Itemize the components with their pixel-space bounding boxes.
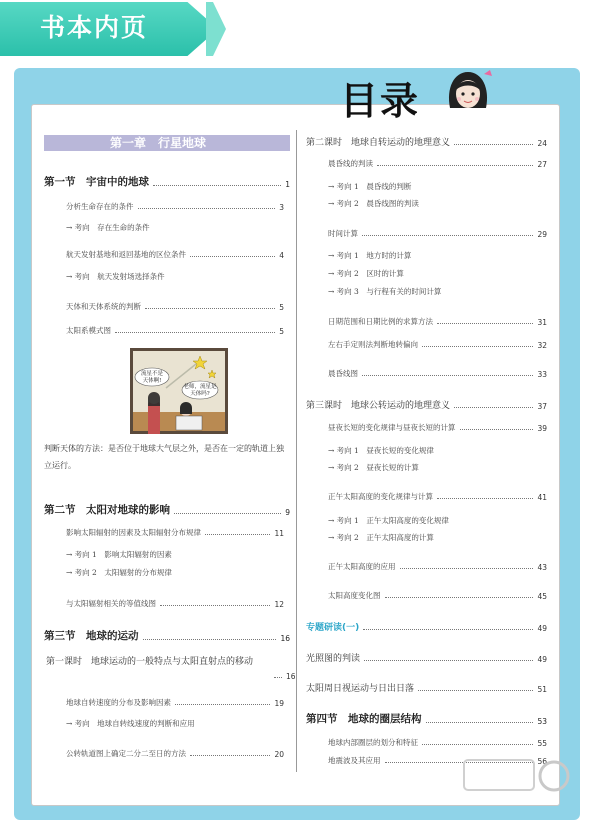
toc-page-number: 41 [537, 493, 547, 502]
dot-leader [153, 185, 281, 186]
toc-subentry[interactable] [66, 249, 284, 260]
toc-exam-point: → 考向 2 区时的计算 [328, 269, 404, 278]
toc-entry-title: 太阳高度变化图 [328, 591, 381, 600]
toc-subentry[interactable] [328, 368, 547, 379]
toc-entry-title: 第四节 地球的圈层结构 [306, 713, 422, 725]
toc-subentry[interactable] [328, 228, 547, 239]
top-banner [0, 0, 593, 58]
toc-special-entry[interactable] [306, 620, 547, 633]
bubble-left-line2: 天体啊! [142, 378, 162, 384]
toc-exam-point: → 考向 1 地方时的计算 [328, 251, 412, 260]
toc-page-number: 16 [286, 672, 296, 681]
column-divider [296, 130, 297, 772]
dot-leader [426, 722, 534, 723]
toc-entry-title: 晨昏线的判读 [328, 159, 373, 168]
dot-leader [454, 407, 533, 408]
toc-entry-title: 第三节 地球的运动 [44, 630, 139, 642]
toc-exam-point: → 考向 2 正午太阳高度的计算 [328, 533, 434, 542]
toc-section-entry[interactable] [44, 502, 290, 517]
toc-entry-title: 第一课时 地球运动的一般特点与太阳直射点的移动 [46, 657, 254, 667]
toc-page-number: 55 [537, 739, 547, 748]
toc-subentry[interactable] [66, 697, 284, 708]
toc-entry-title: 天体和天体系统的判断 [66, 302, 141, 311]
dot-leader [364, 660, 533, 661]
chapter-title: 第一章 行星地球 [110, 136, 207, 150]
toc-lesson-entry[interactable] [306, 398, 547, 411]
toc-exam-point: → 考向 2 太阳辐射的分布规律 [66, 568, 172, 577]
dot-leader [437, 323, 533, 324]
dot-leader [454, 144, 533, 145]
toc-exam-point: → 考向 2 晨昏线图的判读 [328, 199, 419, 208]
toc-entry-title: 左右手定则法判断地转偏向 [328, 340, 418, 349]
toc-exam-point: → 考向 1 正午太阳高度的变化规律 [328, 516, 449, 525]
toc-subentry[interactable] [328, 316, 547, 327]
page-title: 目录 [340, 79, 421, 123]
bubble-right-line2: 天体吗? [190, 391, 210, 397]
toc-page-number: 49 [537, 655, 547, 664]
toc-subentry[interactable] [66, 527, 284, 538]
toc-page-number: 56 [537, 757, 547, 766]
dot-leader [422, 346, 533, 347]
toc-entry-title: 专题研读(一) [306, 623, 360, 633]
toc-section-entry[interactable] [44, 174, 290, 189]
toc-subentry[interactable] [328, 422, 547, 433]
toc-entry-title: 航天发射基地和返回基地的区位条件 [66, 250, 186, 259]
toc-exam-point: → 考向 3 与行程有关的时间计算 [328, 287, 442, 296]
toc-lesson-entry[interactable] [306, 135, 547, 148]
toc-exam-point: → 考向 存在生命的条件 [66, 223, 150, 232]
banner-title: 书本内页 [40, 13, 149, 42]
dot-leader [418, 690, 533, 691]
toc-subentry[interactable] [328, 491, 547, 502]
toc-page-number: 49 [537, 624, 547, 633]
toc-lesson-entry[interactable] [306, 651, 547, 664]
toc-page-number: 11 [274, 529, 284, 538]
dot-leader [145, 308, 275, 309]
dot-leader [363, 629, 533, 630]
toc-subentry[interactable] [66, 748, 284, 759]
toc-exam-point: → 考向 2 昼夜长短的计算 [328, 463, 419, 472]
dot-leader [160, 605, 270, 606]
toc-section-entry[interactable] [44, 628, 290, 643]
toc-page-number: 51 [537, 685, 547, 694]
dot-leader [422, 744, 533, 745]
toc-lesson-entry[interactable] [46, 654, 290, 667]
toc-entry-continued[interactable] [270, 672, 296, 681]
toc-page-number: 43 [537, 563, 547, 572]
toc-entry-title: 光照图的判读 [306, 654, 361, 664]
toc-entry-title: 正午太阳高度的应用 [328, 562, 396, 571]
toc-lesson-entry[interactable] [306, 681, 547, 694]
toc-subentry[interactable] [66, 201, 284, 212]
chapter-header [44, 135, 290, 151]
toc-page-number: 45 [537, 592, 547, 601]
toc-entry-title: 晨昏线图 [328, 369, 358, 378]
toc-page-number: 27 [537, 160, 547, 169]
dot-leader [400, 568, 534, 569]
toc-subentry[interactable] [328, 158, 547, 169]
dot-leader [274, 677, 282, 678]
toc-page-number: 37 [537, 402, 547, 411]
dot-leader [385, 597, 534, 598]
dot-leader [115, 332, 275, 333]
dot-leader [205, 534, 270, 535]
toc-entry-title: 第二节 太阳对地球的影响 [44, 504, 170, 516]
toc-page-number: 12 [274, 600, 284, 609]
toc-page-number: 29 [537, 230, 547, 239]
toc-subentry[interactable] [328, 737, 547, 748]
toc-page-number: 24 [537, 139, 547, 148]
toc-exam-point: → 考向 1 晨昏线的判断 [328, 182, 412, 191]
toc-entry-title: 与太阳辐射相关的等值线图 [66, 599, 156, 608]
dot-leader [460, 429, 534, 430]
girl-illustration-icon [440, 68, 496, 108]
toc-page-number: 9 [285, 508, 290, 517]
dot-leader [190, 256, 275, 257]
toc-page-number: 33 [537, 370, 547, 379]
toc-entry-title: 第三课时 地球公转运动的地理意义 [306, 401, 451, 411]
toc-subentry[interactable] [328, 590, 547, 601]
toc-entry-title: 影响太阳辐射的因素及太阳辐射分布规律 [66, 528, 201, 537]
dot-leader [143, 639, 277, 640]
toc-subentry[interactable] [66, 301, 284, 312]
toc-entry-title: 日期范围和日期比例的求算方法 [328, 317, 433, 326]
toc-entry-title: 第一节 宇宙中的地球 [44, 176, 149, 188]
toc-page-number: 5 [279, 303, 284, 312]
toc-entry-title: 时间计算 [328, 229, 358, 238]
dot-leader [362, 375, 533, 376]
dot-leader [175, 704, 270, 705]
toc-exam-point: → 考向 地球自转线速度的判断和应用 [66, 719, 195, 728]
toc-subentry[interactable] [328, 561, 547, 572]
toc-exam-point: → 考向 1 影响太阳辐射的因素 [66, 550, 172, 559]
toc-subentry[interactable] [66, 598, 284, 609]
toc-subentry[interactable] [66, 325, 284, 336]
watermark-logo-icon [458, 754, 578, 814]
dot-leader [377, 165, 533, 166]
toc-entry-title: 昼夜长短的变化规律与昼夜长短的计算 [328, 423, 456, 432]
toc-entry-title: 正午太阳高度的变化规律与计算 [328, 492, 433, 501]
toc-page-number: 53 [537, 717, 547, 726]
toc-page-number: 19 [274, 699, 284, 708]
toc-page-number: 5 [279, 327, 284, 336]
toc-exam-point: → 考向 航天发射场选择条件 [66, 272, 165, 281]
toc-entry-title: 太阳系模式图 [66, 326, 111, 335]
toc-entry-title: 公转轨道图上确定二分二至日的方法 [66, 749, 186, 758]
dot-leader [190, 755, 270, 756]
toc-entry-title: 太阳周日视运动与日出日落 [306, 684, 415, 694]
toc-entry-title: 地球自转速度的分布及影响因素 [66, 698, 171, 707]
dot-leader [138, 208, 276, 209]
toc-exam-point: → 考向 1 昼夜长短的变化规律 [328, 446, 434, 455]
toc-page-number: 4 [279, 251, 284, 260]
toc-page-number: 32 [537, 341, 547, 350]
toc-entry-title: 第二课时 地球自转运动的地理意义 [306, 138, 451, 148]
toc-subentry[interactable] [328, 339, 547, 350]
toc-entry-title: 地球内部圈层的划分和特征 [328, 738, 418, 747]
toc-section-entry[interactable] [306, 711, 547, 726]
toc-page-number: 1 [285, 180, 290, 189]
banner-tab-arrow [206, 2, 226, 56]
dot-leader [437, 498, 533, 499]
toc-page-number: 31 [537, 318, 547, 327]
toc-page-number: 3 [279, 203, 284, 212]
toc-entry-title: 分析生命存在的条件 [66, 202, 134, 211]
dot-leader [174, 513, 281, 514]
bubble-right-line1: 老师，流星是 [183, 384, 217, 390]
toc-page-number: 16 [280, 634, 290, 643]
method-paragraph: 判断天体的方法：是否位于地球大气层之外，是否在一定的轨道上独立运行。 [44, 444, 284, 470]
cartoon-illustration [130, 348, 228, 434]
toc-entry-title: 地震波及其应用 [328, 756, 381, 765]
toc-page-number: 39 [537, 424, 547, 433]
dot-leader [362, 235, 533, 236]
toc-page-number: 20 [274, 750, 284, 759]
bubble-left-line1: 流星不是 [140, 371, 164, 377]
